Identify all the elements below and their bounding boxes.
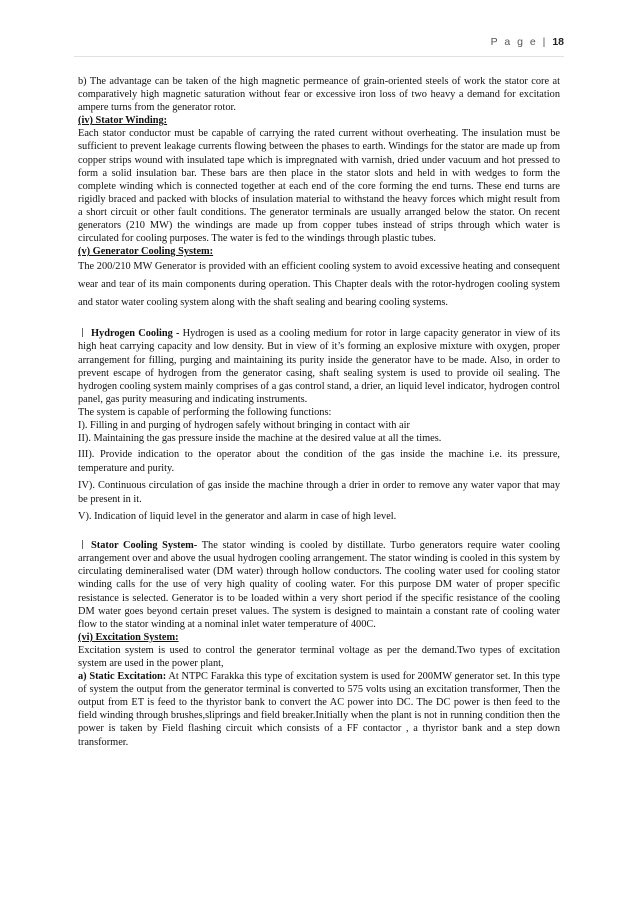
- page-number: 18: [552, 36, 564, 48]
- hydrogen-cooling-title: Hydrogen Cooling -: [91, 328, 180, 340]
- bullet-bar-icon: [82, 540, 83, 549]
- stator-winding-paragraph: Each stator conductor must be capable of carrying the rated current without overheating. The insulation must be sufficient to prevent leakage currents flowing between the phases to earth. Windings for the stator are made up from copper strips wound with insulated tape which is impregnated with varnish, dried under vacuum and hot pressed to form a solid insulation bar. These bars are then place in the stator slots and held in with wedges to form the complete winding which is connected together at each end of the core forming the end turns. These end turns are rigidly braced and packed with blocks of insulation material to withstand the heavy forces which might result from a short circuit or other fault conditions. The generator terminals are usually arranged below the stator. On recent generators (210 MW) the windings are made up from copper tubes instead of strips through which water is circulated for cooling purposes. The water is fed to the windings through plastic tubes.: [78, 128, 560, 245]
- static-excitation-title: a) Static Excitation:: [78, 671, 167, 683]
- function-item: II). Maintaining the gas pressure inside the machine at the desired value at all the times.: [78, 433, 442, 445]
- stator-cooling-text: The stator winding is cooled by distillate. Turbo generators require water cooling arrangement over and above the usual hydrogen cooling arrangement. The stator winding is cooled in this system by circulating demineralised water (DM water) through hollow conductors. The cooling water used for cooling stator winding calls for the use of very high quality of cooling water. For this purpose DM water of proper specific resistance is selected. Generator is to be loaded within a very short period if the specific resistance of the cooling DM water goes beyond certain preset values. The system is designed to maintain a constant rate of cooling water flow to the stator winding at a nominal inlet water temperature of 400C.: [78, 540, 560, 630]
- header-separator: |: [542, 36, 548, 48]
- page-label: P a g e: [490, 36, 538, 48]
- excitation-heading: (vi) Excitation System:: [78, 631, 179, 643]
- function-item: III). Provide indication to the operator about the condition of the gas inside the machine i.e. its pressure, temperature and purity.: [78, 449, 560, 475]
- header-rule: [74, 56, 564, 57]
- paragraph-b: b) The advantage can be taken of the high magnetic permeance of grain-oriented steels of work the stator core at comparatively high magnetic saturation without fear or excessive iron loss of two heavy a demand for excitation ampere turns from the generator rotor.: [78, 76, 560, 114]
- generator-cooling-paragraph: The 200/210 MW Generator is provided with an efficient cooling system to avoid excessive heating and consequent wear and tear of its main components during operation. This Chapter deals with the rotor-hydrogen cooling system and stator water cooling system along with the shaft sealing and bearing cooling systems.: [78, 261, 560, 309]
- generator-cooling-heading: (v) Generator Cooling System:: [78, 246, 214, 258]
- hydrogen-cooling-paragraph: [78, 327, 560, 406]
- page-header: [491, 36, 564, 48]
- stator-cooling-title: Stator Cooling System-: [91, 540, 198, 552]
- static-excitation-paragraph: [78, 670, 560, 749]
- stator-cooling-paragraph: [78, 539, 560, 631]
- function-item: I). Filling in and purging of hydrogen safely without bringing in contact with air: [78, 419, 410, 431]
- bullet-bar-icon: [82, 328, 83, 337]
- functions-intro: The system is capable of performing the following functions:: [78, 406, 332, 418]
- stator-winding-heading: (iv) Stator Winding:: [78, 115, 168, 127]
- excitation-paragraph: Excitation system is used to control the generator terminal voltage as per the demand.Two types of excitation system are used in the power plant,: [78, 644, 560, 669]
- function-item: IV). Continuous circulation of gas inside the machine through a drier in order to remove any water vapor that may be present in it.: [78, 480, 560, 506]
- page-body: [78, 75, 560, 749]
- static-excitation-text: At NTPC Farakka this type of excitation system is used for 200MW generator set. In this type of system the output from the generator terminal is converted to 575 volts using an excitation transformer, Then the output from ET is feed to the thyristor bank to convert the AC power into DC. The DC power is then feed to the field winding through brushes,sliprings and field breaker.Initially when the plant is not in running condition then the power is taken by Field flashing circuit which consists of a FF contactor , a thyristor bank and a step down transformer.: [78, 671, 561, 748]
- hydrogen-cooling-text: Hydrogen is used as a cooling medium for rotor in large capacity generator in view of its high heat carrying capacity and low density. But in view of it’s forming an explosive mixture with oxygen, proper arrangement for filling, purging and maintaining its purity inside the generator have to be made. Also, in order to prevent escape of hydrogen from the generator casing, shaft sealing system is used to provide oil sealing. The hydrogen cooling system mainly comprises of a gas control stand, a drier, an liquid level indicator, hydrogen control panel, gas purity measuring and indicating instruments.: [78, 328, 561, 405]
- function-item: V). Indication of liquid level in the generator and alarm in case of high level.: [78, 511, 397, 523]
